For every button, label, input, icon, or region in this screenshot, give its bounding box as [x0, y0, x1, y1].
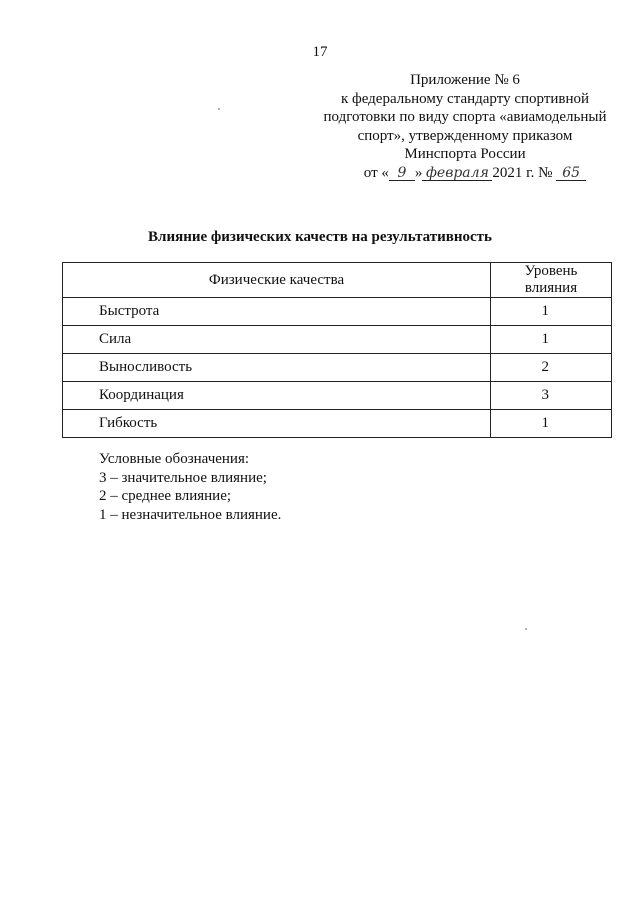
quality-name: Выносливость: [63, 354, 491, 382]
scan-speck: [218, 108, 220, 110]
influence-level: 2: [491, 354, 612, 382]
handwritten-day: 9: [389, 166, 415, 181]
appendix-line-3: подготовки по виду спорта «авиамодельный: [323, 109, 607, 125]
date-mid: »: [414, 164, 423, 181]
appendix-line-1: Приложение № 6: [410, 72, 520, 88]
quality-name: Сила: [63, 326, 491, 354]
date-prefix: от «: [363, 164, 389, 181]
legend-item: 1 – незначительное влияние.: [99, 506, 282, 523]
table-row: [63, 410, 612, 438]
table-header-row: [63, 263, 612, 298]
table-row: [63, 354, 612, 382]
handwritten-month: февраля: [422, 166, 492, 181]
influence-level: 1: [491, 326, 612, 354]
appendix-line-4: спорт», утвержденному приказом: [357, 127, 573, 144]
table-row: [63, 298, 612, 326]
appendix-line-2: к федеральному стандарту спортивной: [340, 90, 590, 107]
page-number: 17: [312, 44, 328, 60]
influence-level: 1: [491, 298, 612, 326]
table-row: [63, 326, 612, 354]
quality-name: Быстрота: [63, 298, 491, 326]
scan-speck: [525, 628, 527, 630]
date-year: 2021 г. №: [492, 164, 553, 181]
quality-name: Гибкость: [63, 410, 491, 438]
appendix-line-5: Минспорта России: [404, 146, 526, 162]
legend-item: 2 – среднее влияние;: [99, 488, 232, 504]
quality-name: Координация: [63, 382, 491, 410]
handwritten-order-number: 65: [556, 166, 586, 181]
legend-heading: Условные обозначения:: [99, 451, 250, 467]
document-title: Влияние физических качеств на результативность: [148, 229, 492, 245]
influence-level: 1: [491, 410, 612, 438]
column-header-level: Уровень влияния: [491, 263, 612, 298]
column-header-quality: Физические качества: [63, 263, 491, 298]
table-row: [63, 382, 612, 410]
appendix-block: [300, 71, 630, 182]
legend-item: 3 – значительное влияние;: [99, 469, 267, 486]
order-date-line: [320, 164, 630, 183]
qualities-table: [62, 262, 612, 438]
legend: [99, 450, 281, 524]
influence-level: 3: [491, 382, 612, 410]
